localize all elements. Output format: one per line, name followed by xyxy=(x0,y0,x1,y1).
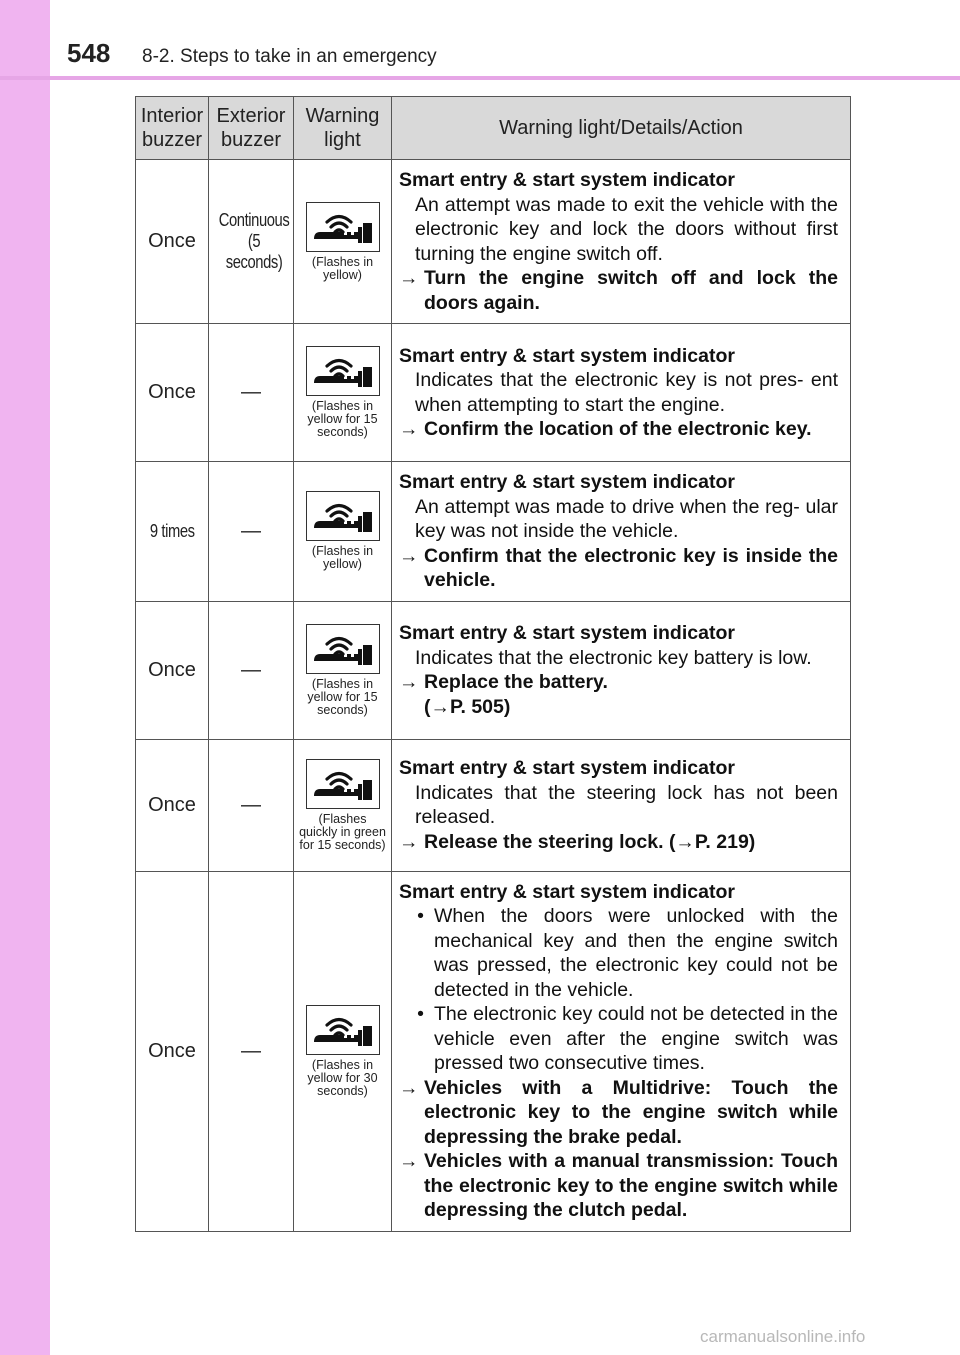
smart-key-icon xyxy=(306,759,380,809)
indicator-title: Smart entry & start system indicator xyxy=(399,880,735,903)
flash-note: (Flashes quickly in green for 15 seconds) xyxy=(299,811,386,852)
warning-light-cell xyxy=(294,462,392,602)
arrow-right-icon: → xyxy=(399,1150,419,1172)
details-bullet: • When the doors were unlocked with the mechanical key and then the engine switch was pressed, the electronic key could not be detected in the vehicle. xyxy=(399,904,838,1002)
flash-note: (Flashes in yellow for 15 seconds) xyxy=(307,399,378,439)
interior-buzzer-cell: Once xyxy=(136,601,209,739)
table-row xyxy=(136,601,851,739)
details-text: Indicates that the electronic key battery is low. xyxy=(415,646,812,669)
action-item: → Confirm the location of the electronic key. xyxy=(399,418,812,440)
warning-light-cell xyxy=(294,324,392,462)
exterior-buzzer-cell: Continuous (5 seconds) xyxy=(209,160,294,324)
smart-key-icon xyxy=(306,202,380,252)
details-cell xyxy=(392,324,851,462)
indicator-title: Smart entry & start system indicator xyxy=(399,169,735,191)
warning-light-cell xyxy=(294,160,392,324)
table-row xyxy=(136,462,851,602)
action-item: → Turn the engine switch off and lock the doors again. xyxy=(399,267,838,314)
details-cell xyxy=(392,739,851,871)
warning-light-cell xyxy=(294,739,392,871)
col-warning-light: Warning light xyxy=(294,97,392,160)
bullet-dot: • xyxy=(417,905,424,927)
watermark: carmanualsonline.info xyxy=(700,1327,866,1346)
arrow-right-icon: → xyxy=(399,1076,419,1099)
interior-buzzer-cell: 9 times xyxy=(136,462,209,602)
interior-buzzer-cell: Once xyxy=(136,739,209,871)
details-cell xyxy=(392,462,851,602)
details-text: Indicates that the steering lock has not been released. xyxy=(415,781,838,828)
interior-buzzer-cell: Once xyxy=(136,871,209,1231)
details-cell xyxy=(392,160,851,324)
smart-key-icon xyxy=(306,1005,380,1055)
arrow-right-icon: → xyxy=(399,671,419,693)
flash-note: (Flashes in yellow for 15 seconds) xyxy=(307,676,378,717)
action-item: → Release the steering lock. (→P. 219) xyxy=(399,830,756,853)
indicator-title: Smart entry & start system indicator xyxy=(399,471,735,493)
arrow-right-icon: → xyxy=(399,267,419,289)
details-text: An attempt was made to exit the vehicle with the electronic key and lock the doors without first turning the engine switch off. xyxy=(415,193,838,265)
table-row xyxy=(136,871,851,1231)
col-interior-buzzer: Interior buzzer xyxy=(136,97,209,160)
table-header-row xyxy=(136,97,851,160)
page-number: 548 xyxy=(67,38,111,68)
smart-key-icon xyxy=(306,346,380,396)
table-row xyxy=(136,739,851,871)
arrow-right-icon: → xyxy=(399,830,419,853)
details-text: An attempt was made to drive when the reg- ular key was not inside the vehicle. xyxy=(415,495,838,542)
flash-note: (Flashes in yellow for 30 seconds) xyxy=(307,1057,378,1098)
interior-buzzer-cell: Once xyxy=(136,160,209,324)
col-details-action: Warning light/Details/Action xyxy=(392,97,851,160)
side-color-band xyxy=(0,0,50,1355)
details-cell xyxy=(392,871,851,1231)
flash-note: (Flashes in yellow) xyxy=(311,544,374,572)
page-reference: (→P. 505) xyxy=(424,695,511,718)
action-item: → Replace the battery. xyxy=(399,671,608,693)
details-bullet: • The electronic key could not be detected in the vehicle even after the engine switch was pressed two consecutive times. xyxy=(399,1002,838,1076)
indicator-title: Smart entry & start system indicator xyxy=(399,344,735,367)
exterior-buzzer-cell: — xyxy=(209,462,294,602)
section-title: 8-2. Steps to take in an emergency xyxy=(142,46,437,67)
action-item: → Vehicles with a Multidrive: Touch the electronic key to the engine switch while depressing the brake pedal. xyxy=(399,1076,838,1148)
warning-table xyxy=(135,96,851,1232)
smart-key-icon xyxy=(306,491,380,541)
exterior-buzzer-cell: — xyxy=(209,324,294,462)
flash-note: (Flashes in yellow) xyxy=(311,254,374,282)
table-row xyxy=(136,160,851,324)
table-row xyxy=(136,324,851,462)
bullet-dot: • xyxy=(417,1003,424,1025)
exterior-buzzer-cell: — xyxy=(209,739,294,871)
interior-buzzer-cell: Once xyxy=(136,324,209,462)
warning-light-cell xyxy=(294,601,392,739)
warning-light-cell xyxy=(294,871,392,1231)
arrow-right-icon: → xyxy=(399,544,419,567)
indicator-title: Smart entry & start system indicator xyxy=(399,622,735,644)
arrow-right-icon: → xyxy=(399,418,419,440)
exterior-buzzer-cell: — xyxy=(209,871,294,1231)
col-exterior-buzzer: Exterior buzzer xyxy=(209,97,294,160)
indicator-title: Smart entry & start system indicator xyxy=(399,757,735,779)
action-item: → Confirm that the electronic key is inside the vehicle. xyxy=(399,544,838,591)
details-text: Indicates that the electronic key is not pres- ent when attempting to start the engine. xyxy=(415,369,838,416)
header-rule xyxy=(0,76,960,80)
details-cell xyxy=(392,601,851,739)
action-item: → Vehicles with a manual transmission: Touch the electronic key to the engine switch while depressing the clutch pedal. xyxy=(399,1150,838,1221)
exterior-buzzer-cell: — xyxy=(209,601,294,739)
smart-key-icon xyxy=(306,624,380,674)
